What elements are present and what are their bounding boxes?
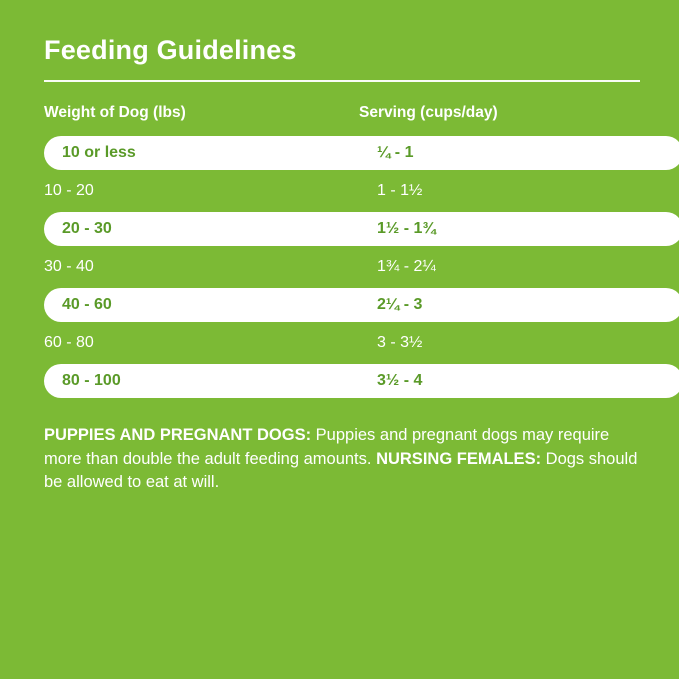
table-row	[44, 212, 679, 246]
table-row	[44, 326, 679, 360]
feeding-notes	[44, 424, 648, 494]
nursing-label: NURSING FEMALES:	[376, 449, 542, 468]
cell-serving: 1 - 1½	[377, 182, 423, 200]
cell-serving: 3½ - 4	[355, 364, 679, 398]
cell-weight: 10 or less	[44, 136, 355, 170]
cell-serving: 3 - 3½	[377, 334, 423, 352]
table-row	[44, 288, 679, 322]
cell-weight: 60 - 80	[44, 334, 94, 352]
cell-weight: 80 - 100	[44, 364, 355, 398]
table-header-row	[44, 96, 679, 132]
cell-weight: 10 - 20	[44, 182, 94, 200]
nursing-text: Dogs should be allowed to eat at will.	[44, 449, 638, 492]
table-row	[44, 174, 679, 208]
title-divider	[44, 80, 640, 82]
puppies-text: Puppies and pregnant dogs may require more than double the adult feeding amounts.	[44, 426, 610, 468]
cell-weight: 40 - 60	[44, 288, 355, 322]
cell-serving: 2¼ - 3	[355, 288, 679, 322]
table-row	[44, 250, 679, 284]
puppies-label: PUPPIES AND PREGNANT DOGS:	[44, 426, 312, 445]
feeding-guidelines-table	[44, 92, 679, 402]
column-header-serving: Serving (cups/day)	[359, 104, 498, 122]
cell-serving: 1¾ - 2¼	[377, 258, 436, 276]
page-title: Feeding Guidelines	[44, 35, 297, 65]
cell-serving: 1½ - 1¾	[355, 212, 679, 246]
cell-weight: 30 - 40	[44, 258, 94, 276]
table-row	[44, 136, 679, 170]
table-row	[44, 364, 679, 398]
cell-weight: 20 - 30	[44, 212, 355, 246]
column-header-weight: Weight of Dog (lbs)	[44, 104, 186, 122]
cell-serving: ¼ - 1	[355, 136, 679, 170]
